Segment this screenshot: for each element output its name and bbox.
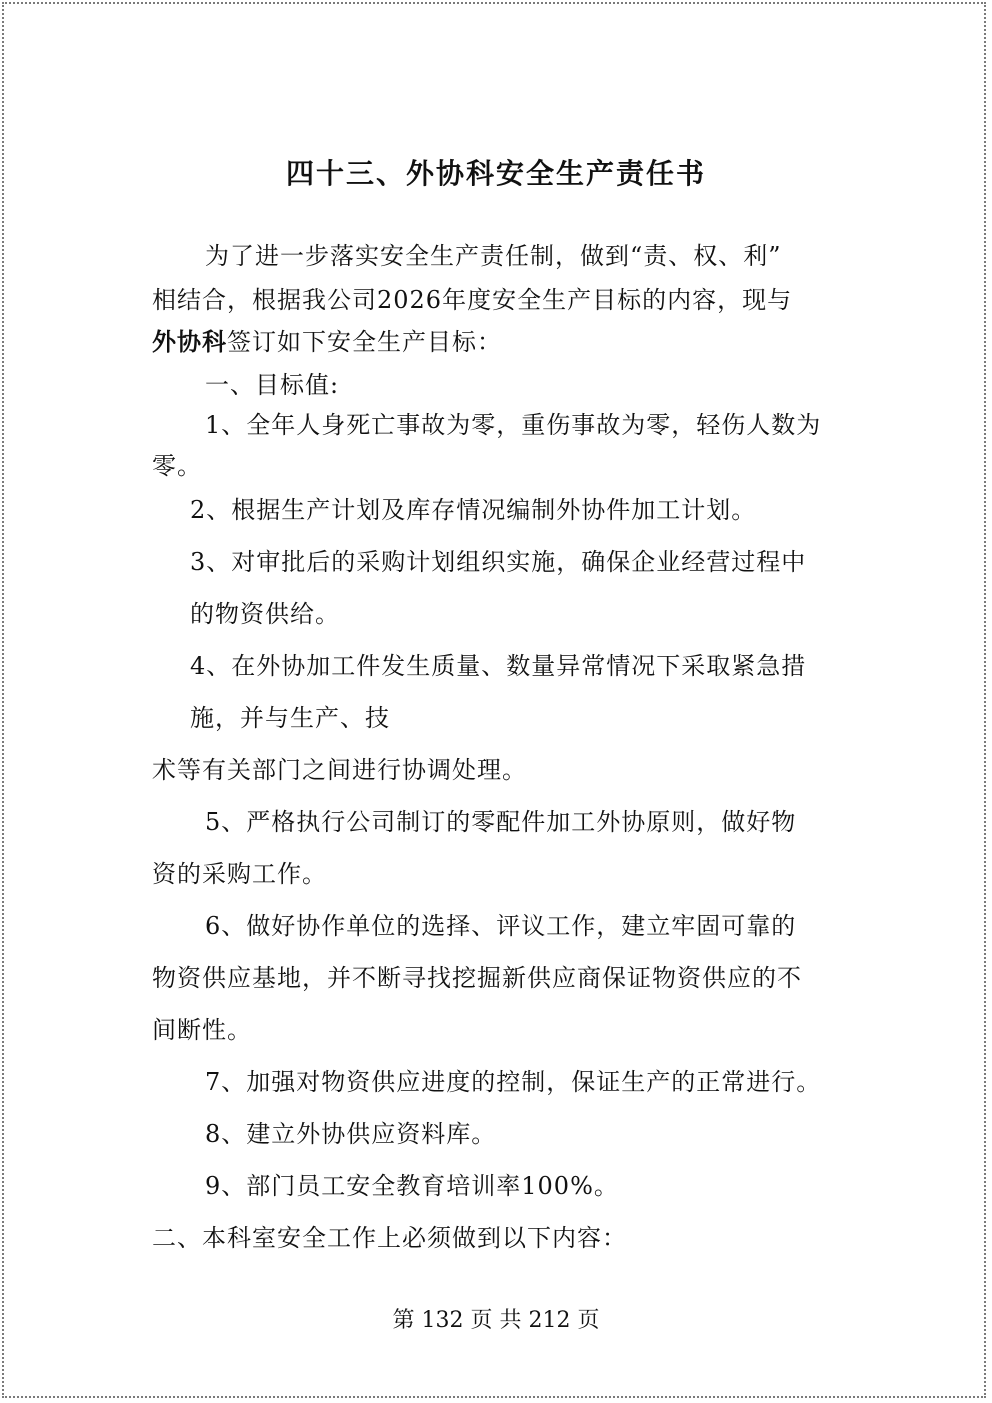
item-9: 9、部门员工安全教育培训率100%。	[205, 1172, 619, 1200]
item-2: 2、根据生产计划及库存情况编制外协件加工计划。	[190, 496, 757, 524]
item-8: 8、建立外协供应资料库。	[205, 1120, 497, 1148]
section-1-heading: 一、目标值:	[205, 371, 340, 399]
intro-line-3	[152, 322, 502, 357]
item-1-line-1: 1、全年人身死亡事故为零，重伤事故为零，轻伤人数为	[205, 411, 822, 439]
intro-line-1: 为了进一步落实安全生产责任制，做到“责、权、利”	[205, 242, 782, 270]
item-3-line-1: 3、对审批后的采购计划组织实施，确保企业经营过程中	[190, 548, 807, 576]
intro-line-3-rest: 签订如下安全生产目标：	[227, 328, 502, 356]
item-6-line-3: 间断性。	[152, 1016, 252, 1044]
item-4-line-3: 术等有关部门之间进行协调处理。	[152, 756, 527, 784]
item-4-line-1: 4、在外协加工件发生质量、数量异常情况下采取紧急措	[190, 652, 807, 680]
page-number-footer: 第 132 页 共 212 页	[392, 1308, 600, 1333]
item-3-line-2: 的物资供给。	[190, 600, 340, 628]
item-6-line-2: 物资供应基地，并不断寻找挖掘新供应商保证物资供应的不	[152, 964, 802, 992]
department-name: 外协科	[152, 327, 227, 356]
item-5-line-2: 资的采购工作。	[152, 860, 327, 888]
intro-line-2: 相结合，根据我公司2026年度安全生产目标的内容，现与	[152, 286, 793, 314]
item-1-line-2: 零。	[152, 452, 202, 480]
document-title: 四十三、外协科安全生产责任书	[285, 157, 706, 190]
item-4-line-2: 施，并与生产、技	[190, 704, 390, 732]
section-2-heading: 二、本科室安全工作上必须做到以下内容：	[152, 1224, 627, 1252]
item-6-line-1: 6、做好协作单位的选择、评议工作，建立牢固可靠的	[205, 912, 797, 940]
item-5-line-1: 5、严格执行公司制订的零配件加工外协原则，做好物	[205, 808, 797, 836]
item-7: 7、加强对物资供应进度的控制，保证生产的正常进行。	[205, 1068, 822, 1096]
